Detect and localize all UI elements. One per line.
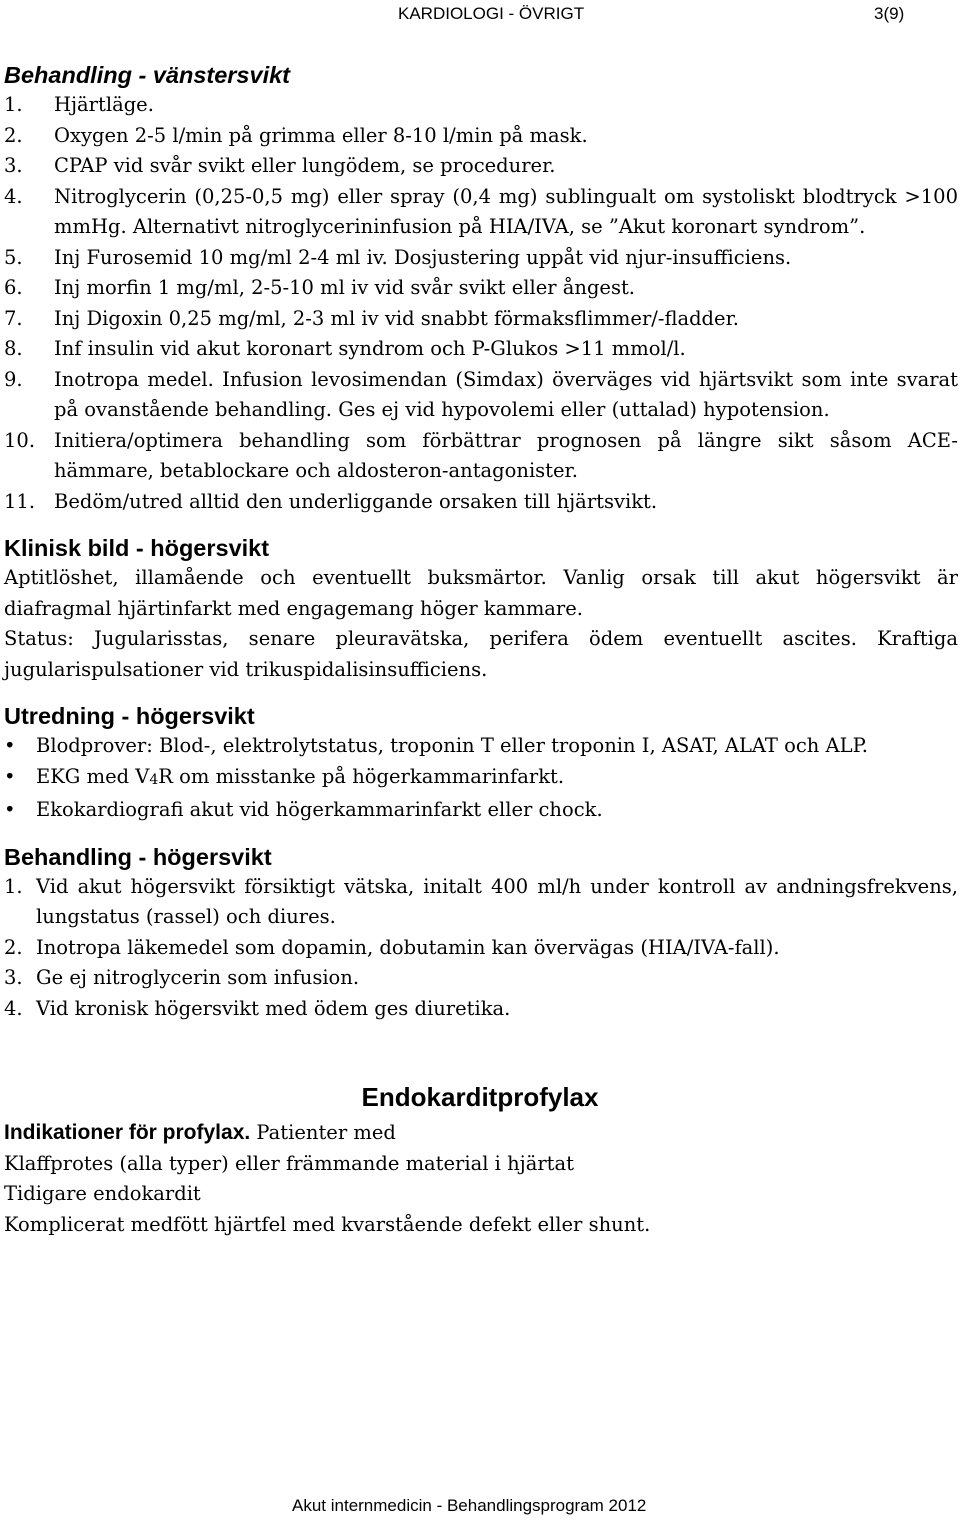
section-behandling-vanstersvikt [0,60,960,517]
item-text: Oxygen 2-5 l/min på grimma eller 8-10 l/min på mask. [54,123,588,147]
indication-line: Komplicerat medfött hjärtfel med kvarstående defekt eller shunt. [4,1212,651,1236]
item-text: Inj morfin 1 mg/ml, 2-5-10 ml iv vid svår svikt eller ångest. [54,276,636,299]
list-utredning-hogersvikt [0,731,960,826]
list-item [0,731,960,762]
item-text: Vid akut högersvikt försiktigt vätska, initalt 400 ml/h under kontroll av andningsfrekvens, lungstatus (rassel) och diures. [36,874,958,928]
list-item [0,334,960,365]
paragraph-symptoms: Aptitlöshet, illamående och eventuellt buksmärtor. Vanlig orsak till akut högersvikt är diafragmal hjärtinfarkt med engagemang höger kammare. [4,566,958,620]
item-number: 7. [4,306,23,330]
list-item [0,426,960,487]
item-number: 4. [4,184,23,208]
indication-line: Klaffprotes (alla typer) eller främmande material i hjärtat [4,1151,574,1175]
item-text: Blodprover: Blod-, elektrolytstatus, troponin T eller troponin I, ASAT, ALAT och ALP. [36,734,868,757]
list-item [0,933,960,964]
indication-label: Indikationer för profylax. [4,1121,251,1144]
list-behandling-hogersvikt [0,872,960,1025]
item-text: Bedöm/utred alltid den underliggande orsaken till hjärtsvikt. [54,489,658,513]
heading-klinisk-bild-hogersvikt: Klinisk bild - högersvikt [4,535,270,561]
item-number: 11. [4,489,36,513]
endokardit-indications [0,1118,960,1240]
item-text: Inj Digoxin 0,25 mg/ml, 2-3 ml iv vid snabbt förmaksflimmer/-fladder. [54,306,739,330]
indication-text: Patienter med [250,1121,396,1144]
item-text: Inj Furosemid 10 mg/ml 2-4 ml iv. Dosjustering uppåt vid njur-insufficiens. [54,245,792,269]
bullet-icon: • [4,798,16,821]
heading-text: Endokarditprofylax [361,1082,599,1112]
list-item [0,121,960,152]
item-text: Ge ej nitroglycerin som infusion. [36,966,360,989]
item-number: 8. [4,337,23,360]
heading-utredning-hogersvikt: Utredning - högersvikt [4,703,255,729]
list-item [0,151,960,182]
section-endokarditprofylax [0,1080,960,1240]
page-header [0,4,960,28]
list-item [0,304,960,335]
item-text: Nitroglycerin (0,25-0,5 mg) eller spray (0,4 mg) sublingualt om systoliskt blodtryck >100 mmHg. Alternativt nitroglycerininfusion på HIA/IVA, se ”Akut koronart syndrom”. [54,184,958,238]
bullet-icon: • [4,734,16,757]
list-item [0,963,960,994]
item-text: Ekokardiografi akut vid högerkammarinfarkt eller chock. [36,798,603,821]
heading-behandling-hogersvikt: Behandling - högersvikt [4,843,272,870]
section-klinisk-bild-hogersvikt [0,533,960,685]
list-item [0,273,960,304]
list-item [0,182,960,243]
list-item [0,762,960,796]
item-number: 3. [4,154,23,177]
item-text: EKG med V [36,764,150,788]
page-number: 3(9) [874,4,905,23]
list-item [0,365,960,426]
paragraph-status: Status: Jugularisstas, senare pleuravätska, perifera ödem eventuellt ascites. Kraftiga jugularispulsationer vid trikuspidalisinsufficiens. [4,627,958,681]
section-behandling-hogersvikt [0,842,960,1025]
item-text: Inotropa läkemedel som dopamin, dobutamin kan övervägas (HIA/IVA-fall). [36,935,780,959]
item-text: Inf insulin vid akut koronart syndrom och P-Glukos >11 mmol/l. [54,337,686,360]
list-item [0,90,960,121]
heading-endokarditprofylax [0,1080,960,1114]
item-number: 9. [4,367,23,391]
header-title: KARDIOLOGI - ÖVRIGT [398,4,585,23]
item-number: 5. [4,245,23,269]
item-number: 10. [4,428,36,452]
list-item [0,487,960,518]
bullet-icon: • [4,764,16,788]
list-item [0,994,960,1025]
item-text: CPAP vid svår svikt eller lungödem, se procedurer. [54,154,556,177]
item-number: 3. [4,966,23,989]
item-number: 2. [4,123,23,147]
heading-behandling-vanstersvikt: Behandling - vänstersvikt [4,62,290,88]
item-subscript: 4 [149,771,159,788]
item-text: Hjärtläge. [54,93,154,116]
item-text: Inotropa medel. Infusion levosimendan (Simdax) överväges vid hjärtsvikt som inte svarat på ovanstående behandling. Ges ej vid hypovolemi eller (uttalad) hypotension. [54,367,958,421]
item-number: 1. [4,93,23,116]
item-number: 6. [4,276,23,299]
list-behandling-vanstersvikt [0,90,960,517]
indication-line: Tidigare endokardit [4,1182,201,1205]
item-number: 4. [4,996,23,1020]
item-text: R om misstanke på högerkammarinfarkt. [158,764,565,788]
item-number: 1. [4,874,23,898]
indication-intro [0,1118,960,1149]
list-item [0,872,960,933]
document-body [0,60,960,1240]
item-number: 2. [4,935,23,959]
list-item [0,795,960,826]
list-item [0,243,960,274]
section-utredning-hogersvikt [0,701,960,826]
item-text: Vid kronisk högersvikt med ödem ges diuretika. [36,996,511,1020]
item-text: Initiera/optimera behandling som förbättrar prognosen på längre sikt såsom ACE-hämmare, betablockare och aldosteron-antagonister. [54,428,958,482]
page-footer: Akut internmedicin - Behandlingsprogram 2012 [292,1496,647,1515]
